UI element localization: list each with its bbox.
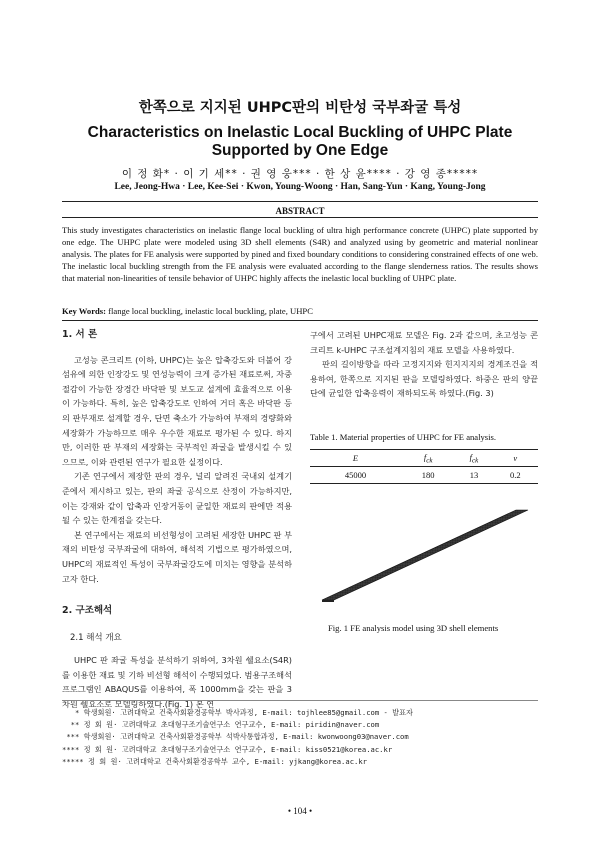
right-paragraph: 판의 길이방향을 따라 고정지지와 힌지지지의 경계조건을 적용하여, 한쪽으로 지지된 판을 모델링하였다. 하중은 판의 양끝단에 균일한 압축응력이 재하되도록 하였다.(Fig. 3) bbox=[310, 359, 538, 399]
divider-top bbox=[62, 201, 538, 202]
footnote: * 학생회원· 고려대학교 건축사회환경공학부 박사과정, E-mail: tojhlee85@gmail.com - 발표자 bbox=[62, 708, 413, 717]
footnote: *** 학생회원· 고려대학교 건축사회환경공학부 석박사통합과정, E-mail: kwonwoong03@naver.com bbox=[62, 732, 409, 742]
table-header-nu: ν bbox=[493, 450, 538, 467]
table-caption: Table 1. Material properties of UHPC for FE analysis. bbox=[310, 432, 497, 442]
divider-abstract bbox=[62, 217, 538, 218]
table-header-row bbox=[310, 450, 538, 467]
keywords bbox=[62, 306, 538, 316]
abstract-heading: ABSTRACT bbox=[275, 206, 325, 216]
footnote: ***** 정 회 원· 고려대학교 건축사회환경공학부 교수, E-mail: yjkang@korea.ac.kr bbox=[62, 756, 368, 766]
footnote: **** 정 회 원· 고려대학교 초대형구조기술연구소 연구교수, E-mail: kiss0521@korea.ac.kr bbox=[62, 744, 393, 754]
section2-heading: 2. 구조해석 bbox=[62, 605, 113, 617]
table-cell: 45000 bbox=[310, 467, 401, 484]
abstract-text: This study investigates characteristics on inelastic flange local buckling of ultra high performance concrete (UHPC) plate supported by one edge. The UHPC plate were modeled using 3D shell elements (S4R) and analyzed using by geometric and material nonlinear analysis. The plates for FE analysis were supported by pined and fixed boundary conditions to considering constrained effects of one web. The inelastic local buckling strength from the FE analysis were evaluated according to the flange slenderness ratios. The results shows that material non-linearities of tensile behavior of UHPC highly affects the inelastic local buckling of UHPC plate. bbox=[62, 225, 538, 283]
authors-korean: 이 정 화* · 이 기 세** · 권 영 웅*** · 한 상 윤**** · 강 영 종***** bbox=[121, 168, 479, 180]
keywords-label: Key Words: bbox=[62, 306, 107, 316]
title-korean: 한쪽으로 지지된 UHPC판의 비탄성 국부좌굴 특성 bbox=[138, 100, 462, 116]
section2-1-paragraph: UHPC 판 좌굴 특성을 분석하기 위하여, 3차원 쉘요소(S4R)를 이용한 재료 및 기하 비선형 해석이 수행되었다. 범용구조해석프로그램인 ABAQUS를 이용하여, 폭 1000mm을 갖는 판을 3차원 쉘요소로 모델링하였다.(Fig. 1) 본 연 bbox=[62, 655, 292, 710]
page-number: • 104 • bbox=[287, 806, 313, 816]
table-cell: 13 bbox=[455, 467, 492, 484]
footnotes bbox=[62, 707, 538, 768]
table-header-fck2: $f_{ck}$ bbox=[455, 450, 492, 467]
shell-plate-mesh bbox=[322, 510, 528, 600]
table-row bbox=[310, 467, 538, 484]
footnote-divider bbox=[62, 700, 538, 701]
table-header-fck: $f_{ck}$ bbox=[401, 450, 456, 467]
section1-heading: 1. 서 론 bbox=[62, 329, 98, 340]
left-column bbox=[62, 328, 292, 712]
section2-1-heading: 2.1 해석 개요 bbox=[70, 632, 122, 643]
plate-edge bbox=[322, 600, 334, 602]
section1-paragraph: 기존 연구에서 제장한 판의 경우, 널리 알려진 국내외 설계기준에서 제시하고 있는, 판의 좌굴 공식으로 산정이 가능하지만, 이는 강재와 같이 압축과 인장거동이 균일한 재료의 판에만 적용될 수 있는 한계점을 갖는다. bbox=[62, 471, 292, 526]
divider-keywords bbox=[62, 320, 538, 321]
table-cell: 180 bbox=[401, 467, 456, 484]
authors-english: Lee, Jeong-Hwa · Lee, Kee-Sei · Kwon, Young-Woong · Han, Sang-Yun · Kang, Young-Jong bbox=[114, 182, 486, 192]
title-english: Characteristics on Inelastic Local Buckling of UHPC Plate Supported by One Edge bbox=[87, 124, 513, 159]
material-table bbox=[310, 449, 538, 484]
table-header-e: E bbox=[310, 450, 401, 467]
table-cell: 0.2 bbox=[493, 467, 538, 484]
right-column bbox=[310, 328, 538, 401]
right-paragraph: 구에서 고려된 UHPC재료 모델은 Fig. 2과 같으며, 초고성능 콘크리트 k-UHPC 구조설계지침의 재료 모델을 사용하였다. bbox=[310, 330, 538, 355]
footnote: ** 정 회 원· 고려대학교 초대형구조기술연구소 연구교수, E-mail: piridin@naver.com bbox=[62, 720, 380, 730]
section1-paragraph: 본 연구에서는 재료의 비선형성이 고려된 세장한 UHPC 판 부재의 비탄성 국부좌굴에 대하여, 해석적 기법으로 평가하였으며, UHPC의 재료적인 특성이 국부좌굴강도에 미치는 영향을 분석하고자 한다. bbox=[62, 529, 292, 584]
section1-paragraph: 고성능 콘크리트 (이하, UHPC)는 높은 압축강도와 더불어 강섬유에 의한 인장강도 및 연성능력이 크게 증가된 재료로써, 자중절감이 가능한 장경간 바닥판 및 보도교 설계에 효율적으로 이용이 가능하다. 특히, 높은 압축강도로 인하여 거더 혹은 바닥판 등의 판부재로 설계할 경우, 단면 축소가 가능하여 부재의 경량화와 세장화가 가능하므로 매우 우수한 재료로 평가된 수 있다. 하지만, 이러한 판 부재의 세장화는 국부적인 좌굴을 발생시킬 수 있으므로, 이와 관련된 연구가 필요한 실정이다. bbox=[62, 354, 292, 467]
figure-caption: Fig. 1 FE analysis model using 3D shell elements bbox=[328, 623, 499, 633]
keywords-text: flange local buckling, inelastic local buckling, plate, UHPC bbox=[108, 306, 313, 316]
fe-model-figure bbox=[310, 490, 538, 618]
